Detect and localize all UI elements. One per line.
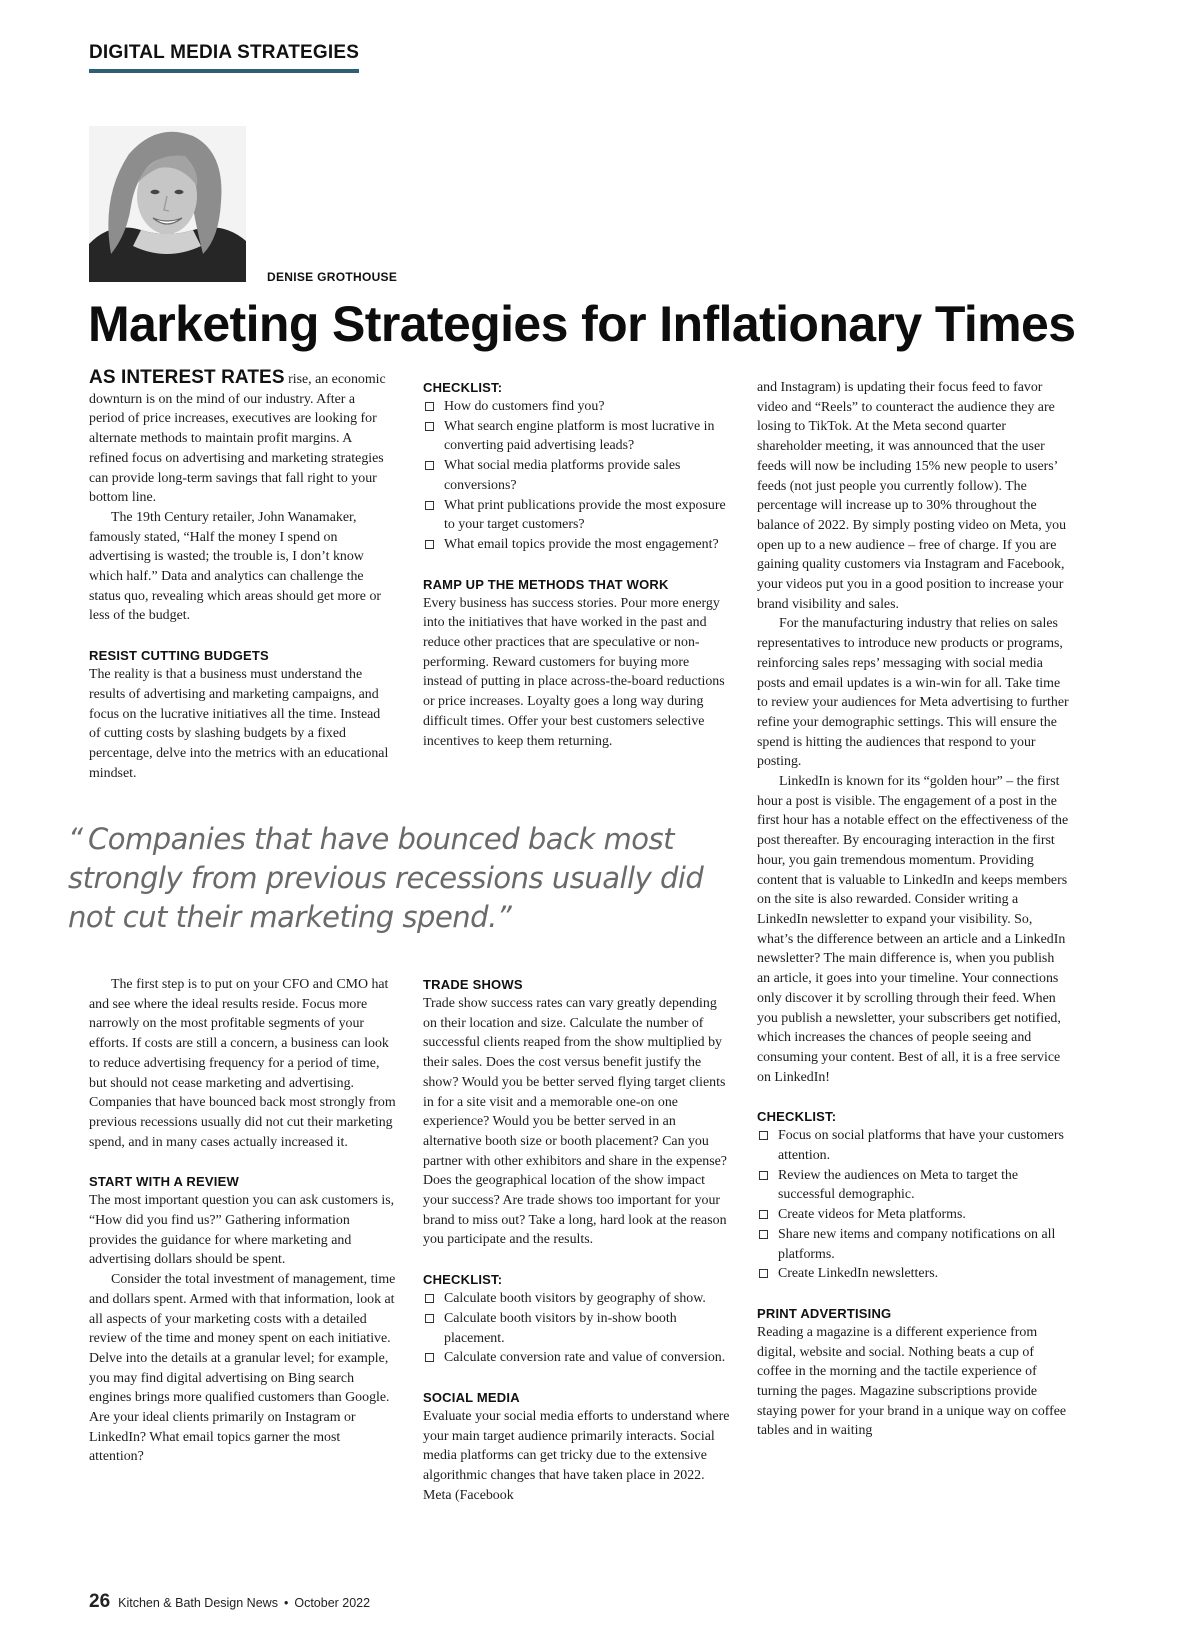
checkbox-icon [425,540,434,549]
checklist-item [423,1348,731,1368]
column-2-bottom [423,975,731,1505]
checklist-item-text: Focus on social platforms that have your customers attention. [778,1128,1064,1164]
checkbox-icon [425,461,434,470]
article-title: Marketing Strategies for Inflationary Times [88,296,1076,352]
checklist-item [423,1289,731,1309]
checklist-item-text: Calculate booth visitors by geography of show. [444,1291,706,1307]
checklist-item-text: Create videos for Meta platforms. [778,1207,966,1223]
checklist-item-text: How do customers find you? [444,399,605,414]
page-footer [89,1591,370,1613]
pull-quote [68,820,728,937]
paragraph: The most important question you can ask customers is, “How did you find us?” Gathering information provides the guidance for where marketing and advertising dollars should be spent. [89,1193,395,1268]
checklist-item [423,535,731,555]
checklist-item [757,1166,1069,1205]
checklist-item-text: What print publications provide the most exposure to your target customers? [444,497,726,533]
issue-date: October 2022 [294,1596,371,1610]
checklist-item [423,456,731,495]
checklist-item-text: What social media platforms provide sales conversions? [444,458,681,493]
checkbox-icon [425,422,434,431]
author-photo [89,126,246,282]
checkbox-icon [425,501,434,510]
checkbox-icon [759,1269,768,1278]
checklist-item-text: Calculate booth visitors by in-show booth placement. [444,1310,677,1346]
checklist [423,397,731,555]
intro-text: rise, an economic downturn is on the mind of our industry. After a period of price increases, executives are looking for alternate methods to maintain profit margins. A refined focus on advertising and marketing strategies can provide long-term savings that fall right to your bottom line. [89,372,386,506]
paragraph: Evaluate your social media efforts to understand where your main target audience primarily interacts. Social media platforms can get tricky due to the extensive algorithmic changes that have taken place in 2022. Meta (Facebook [423,1408,730,1503]
paragraph: The reality is that a business must understand the results of advertising and marketing campaigns, and focus on the lucrative initiatives all the time. Instead of cutting costs by slashing budgets by a fixed percentage, delve into the metrics with an educational mindset. [89,667,389,781]
paragraph: The 19th Century retailer, John Wanamaker, famously stated, “Half the money I spend on advertising is wasted; the trouble is, I don’t know which half.” Data and analytics can challenge the status quo, revealing which areas should get more or less of the budget. [89,509,382,624]
column-1-top [89,368,392,783]
checklist-item-text: Review the audiences on Meta to target the successful demographic. [778,1167,1019,1203]
section-tag: DIGITAL MEDIA STRATEGIES [89,42,359,73]
author-byline: DENISE GROTHOUSE [267,270,398,284]
author-portrait-image [89,126,246,282]
column-3 [757,378,1069,1441]
checklist-item-text: Create LinkedIn newsletters. [778,1266,939,1282]
checklist-item [423,417,731,456]
page-number: 26 [89,1591,111,1612]
publication-name: Kitchen & Bath Design News [118,1596,278,1610]
subhead-start-with-review: START WITH A REVIEW [89,1174,239,1190]
lead-in: AS INTEREST RATES [89,367,285,388]
checklist-item [757,1264,1069,1284]
checklist-item [423,397,731,417]
checkbox-icon [759,1210,768,1219]
checklist-item-text: Share new items and company notifications on all platforms. [778,1226,1056,1262]
checklist-item [423,1309,731,1348]
checklist-item [757,1126,1069,1165]
footer-separator: • [283,1596,289,1610]
paragraph: For the manufacturing industry that relies on sales representatives to introduce new products or programs, reinforcing sales reps’ messaging with social media posts and email updates is a win-win for all. Take time to review your audiences for Meta advertising to further refine your demographic settings. This will ensure the spend is hitting the audiences that respond to your posting. [757,616,1069,770]
paragraph: The first step is to put on your CFO and CMO hat and see where the ideal results reside. Focus more narrowly on the most profitable segments of your efforts. If costs are still a concern, a business can look to reduce advertising frequency for a period of time, but should not cease marketing and advertising. Companies that have bounced back most strongly from previous recessions usually did not cut their marketing spend, and in many cases actually increased it. [89,977,396,1150]
checkbox-icon [425,402,434,411]
intro-paragraph [89,368,392,508]
quote-mark: “ [68,822,83,856]
pull-quote-text: Companies that have bounced back most strongly from previous recessions usually did not cut their marketing spend.” [68,822,704,934]
checkbox-icon [425,1314,434,1323]
subhead-social-media: SOCIAL MEDIA [423,1389,520,1405]
paragraph: LinkedIn is known for its “golden hour” – the first hour a post is visible. The engagement of a post in the first hour has a notable effect on the effectiveness of the post thereafter. By encouraging interaction in the first hour, you gain tremendous momentum. Providing content that is valuable to LinkedIn and keeps members on the site is also rewarded. Consider writing a LinkedIn newsletter to expand your visibility. So, what’s the difference between an article and a LinkedIn newsletter? The main difference is, when you publish an article, it goes into your timeline. Your connections only discover it by scrolling through their feed. When you publish a newsletter, your subscribers get notified, which increases the chances of people seeing and consuming your content. Best of all, it is a free service on LinkedIn! [757,774,1069,1085]
checklist [757,1126,1069,1284]
subhead-checklist: CHECKLIST: [423,380,503,395]
subhead-resist-cutting-budgets: RESIST CUTTING BUDGETS [89,648,269,664]
checkbox-icon [425,1294,434,1303]
paragraph: Consider the total investment of management, time and dollars spent. Armed with that information, look at all aspects of your marketing costs with a detailed review of the time and money spent on each initiative. Delve into the details at a granular level; for example, you may find digital advertising on Bing search engines brings more qualified customers than Google. Are your ideal clients primarily on Instagram or LinkedIn? What email topics garner the most attention? [89,1272,396,1465]
subhead-print-advertising: PRINT ADVERTISING [757,1305,892,1321]
checklist-item-text: What search engine platform is most lucrative in converting paid advertising leads? [444,418,715,454]
subhead-trade-shows: TRADE SHOWS [423,977,523,992]
checklist-item-text: Calculate conversion rate and value of conversion. [444,1350,726,1366]
paragraph: Every business has success stories. Pour more energy into the initiatives that have worked in the past and reduce other practices that are speculative or non-performing. Reward customers for buying more instead of putting in place across-the-board reductions or price increases. Loyalty goes a long way during difficult times. Offer your best customers selective incentives to keep them returning. [423,595,725,749]
checklist-item [757,1225,1069,1264]
subhead-ramp-up: RAMP UP THE METHODS THAT WORK [423,576,669,592]
paragraph: Reading a magazine is a different experience from digital, website and social. Nothing beats a cup of coffee in the morning and the tactile experience of turning the pages. Magazine subscriptions provide staying power for your brand in a unique way on coffee tables and in waiting [757,1324,1067,1439]
paragraph: Trade show success rates can vary greatly depending on their location and size. Calculate the number of successful clients reaped from the show multiplied by their sales. Does the cost versus benefit justify the show? Would you be better served flying target clients in for a site visit and a memorable one-on one experience? Would you be better served in an alternative booth size or booth placement? Can you partner with other exhibitors and share in the expense? Does the geographical location of the show impact your success? Are trade shows too important for your brand to miss out? Take a long, hard look at the reason you participate and the results. [423,996,727,1248]
checklist-item-text: What email topics provide the most engagement? [444,536,719,552]
checkbox-icon [425,1353,434,1362]
checklist-item [423,496,731,535]
column-1-bottom [89,975,397,1467]
column-2-top [423,378,731,751]
checkbox-icon [759,1230,768,1239]
checklist-item [757,1205,1069,1225]
subhead-checklist: CHECKLIST: [757,1109,837,1125]
checkbox-icon [759,1171,768,1180]
checklist [423,1289,731,1368]
checkbox-icon [759,1131,768,1140]
paragraph: and Instagram) is updating their focus feed to favor video and “Reels” to counteract the audience they are losing to TikTok. At the Meta second quarter shareholder meeting, it was announced that the user feeds will now be including 15% new people to users’ feeds (not just people you currently follow). The percentage will increase up to 30% throughout the balance of 2022. By simply posting video on Meta, you open up to a new audience – free of charge. If you are gaining quality customers via Instagram and Facebook, your videos put you in a good position to increase your brand visibility and sales. [757,380,1067,612]
subhead-checklist: CHECKLIST: [423,1272,503,1288]
